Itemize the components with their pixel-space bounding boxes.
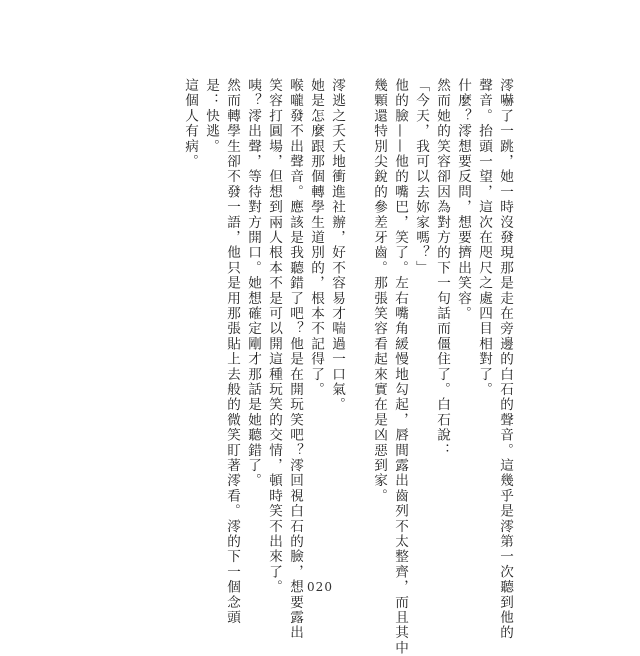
text-line: 她是怎麼跟那個轉學生道別的，根本不記得了。 <box>308 78 324 398</box>
text-line: 笑容打圓場，但想到兩人根本不是可以開這種玩笑的交情，頓時笑不出來了。 <box>266 78 282 595</box>
text-line: 什麼？澪想要反問，想要擠出笑容。 <box>455 78 471 322</box>
text-line: 然而轉學生卻不發一語，他只是用那張貼上去般的微笑盯著澪看。澪的下一個念頭 <box>224 78 240 626</box>
text-line: 澪逃之夭夭地衝進社辦，好不容易才喘過一口氣。 <box>329 78 345 413</box>
text-line: 聲音。抬頭一望，這次在咫尺之處四目相對了。 <box>476 78 492 398</box>
blank-line <box>347 78 368 593</box>
text-line: 「今天，我可以去妳家嗎？」 <box>413 78 429 276</box>
text-line: 然而她的笑容卻因為對方的下一句話而僵住了。白石說： <box>434 78 450 458</box>
text-line: 澪嚇了一跳，她一時沒發現那是走在旁邊的白石的聲音。這幾乎是澪第一次聽到他的 <box>497 78 513 641</box>
page-number: 020 <box>307 580 333 594</box>
text-line: 喉嚨發不出聲音。應該是我聽錯了吧？他是在開玩笑吧？澪回視白石的臉，想要露出 <box>287 78 303 641</box>
text-line: 這個人有病。 <box>182 78 198 170</box>
text-line: 幾顆還特別尖銳的參差牙齒。那張笑容看起來實在是凶惡到家。 <box>371 78 387 504</box>
vertical-text-block <box>179 78 515 656</box>
text-line: 他的臉——他的嘴巴，笑了。左右嘴角緩慢地勾起，唇間露出齒列不太整齊，而且其中 <box>392 78 408 656</box>
text-line: 咦？澪出聲，等待對方開口。她想確定剛才那話是她聽錯了。 <box>245 78 261 489</box>
text-line: 是：快逃。 <box>203 78 219 154</box>
